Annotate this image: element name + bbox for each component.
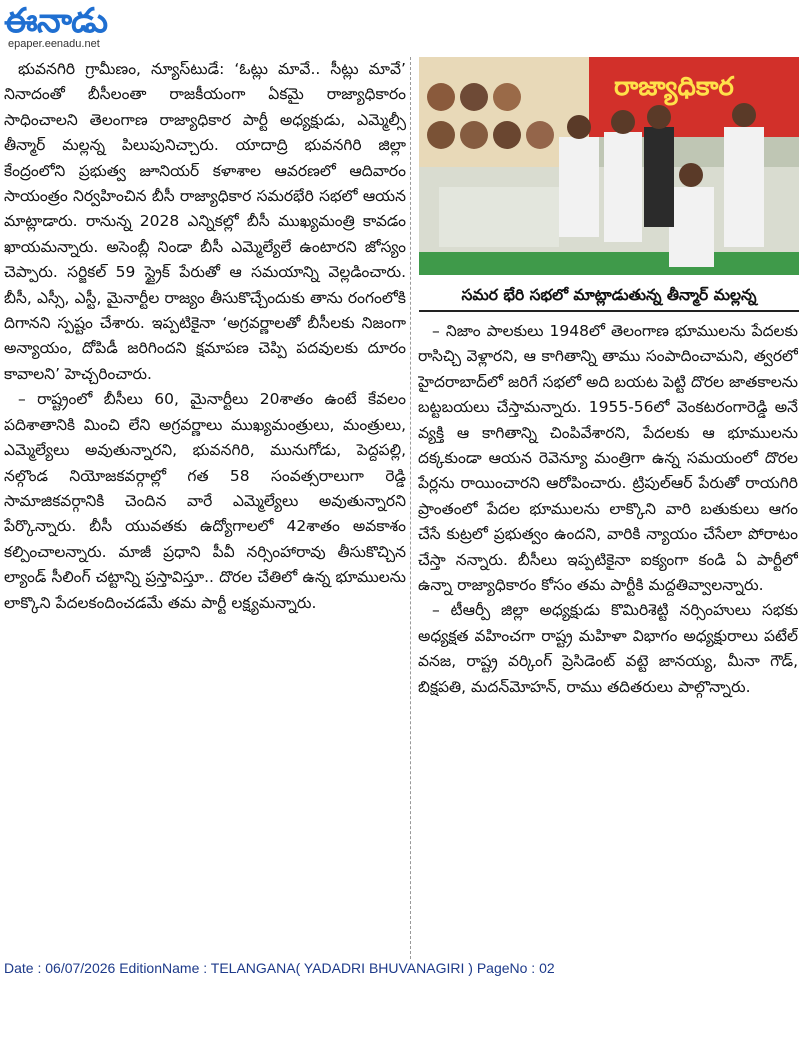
site-url: epaper.eenadu.net (8, 38, 100, 50)
article-left-column (4, 57, 411, 959)
article-paragraph: – నిజాం పాలకులు 1948లో తెలంగాణ భూములను పేదలకు రాసిచ్చి వెళ్లారని, ఆ కాగితాన్ని తాము సంపాదించామని, త్వరలో హైదరాబాద్‌లో జరిగే సభలో అది బయట పెట్టి దొరల జాతకాలను బట్టబయలు చేస్తామన్నారు. 1955-56లో వెంకటరంగారెడ్డి అనే వ్యక్తి ఆ కాగితాన్ని చింపివేశారని, పేదలకు ఆ భూములను దక్కకుండా ఆయన రెవెన్యూ మంత్రిగా ఉన్న సమయంలో దొరల పేర్లను రాయించారని ఆరోపించారు. ట్రిపుల్‌ఆర్ పేరుతో రాయగిరి ప్రాంతంలో పేదల భూములను లాక్కొని వారి బతుకులు ఆగం చేసే కుట్రలో ప్రభుత్వం ఉందని, వారికి న్యాయం చేసేలా పోరాటం చేస్తా నన్నారు. బీసీలు ఇప్పటికైనా ఐక్యంగా కండి ఏ పార్టీలో ఉన్నా రాజ్యాధికారం కోసం తమ పార్టీకి మద్దతివ్వాలన్నారు. (418, 322, 798, 595)
article-right-column (418, 319, 798, 959)
article-paragraph: – టీఆర్పీ జిల్లా అధ్యక్షుడు కొమిరిశెట్టి నర్సింహులు సభకు అధ్యక్షత వహించగా రాష్ట్ర మహిళా విభాగం అధ్యక్షురాలు పటేల్ వనజ, రాష్ట్ర వర్కింగ్ ప్రెసిడెంట్ వట్టె జానయ్య, మీనా గౌడ్, బిక్షపతి, మదన్‌మోహన్, రాము తదితరులు పాల్గొన్నారు. (418, 601, 798, 696)
edition-footer: Date : 06/07/2026 EditionName : TELANGANA( YADADRI BHUVANAGIRI ) PageNo : 02 (4, 960, 555, 976)
article-paragraph: – రాష్ట్రంలో బీసీలు 60, మైనార్టీలు 20శాతం ఉంటే కేవలం పదిశాతానికి మించి లేని అగ్రవర్ణాలు ముఖ్యమంత్రులు, మంత్రులు, ఎమ్మెల్యేలు అవుతున్నారని, భువనగిరి, మునుగోడు, పెద్దపల్లి, నల్గొండ నియోజకవర్గాల్లో గత 58 సంవత్సరాలుగా రెడ్డి సామాజికవర్గానికి చెందిన వారే ఎమ్మెల్యేలు అవుతున్నారని పేర్కొన్నారు. బీసీ యువతకు ఉద్యోగాలలో 42శాతం అవకాశం కల్పించాలన్నారు. మాజీ ప్రధాని పీవీ నర్సింహారావు తీసుకొచ్చిన ల్యాండ్ సీలింగ్ చట్టాన్ని ప్రస్తావిస్తూ.. దొరల చేతిలో ఉన్న భూములను లాక్కొని పేదలకందించడమే తమ పార్టీ లక్ష్యమన్నారు. (4, 390, 406, 612)
banner-text: రాజ్యాధికార (614, 72, 734, 102)
eenadu-logo: ఈనాడు (4, 1, 108, 41)
photo-caption: సమర భేరి సభలో మాట్లాడుతున్న తీన్మార్ మల్లన్న (419, 280, 799, 312)
masthead (4, 2, 154, 52)
rally-photo (419, 57, 799, 275)
article-paragraph: భువనగిరి గ్రామీణం, న్యూస్‌టుడే: ‘ఓట్లు మావే.. సీట్లు మావే’ నినాదంతో బీసీలంతా రాజకీయంగా ఏకమై రాజ్యాధికారం సాధించాలని తెలంగాణ రాజ్యాధికార పార్టీ అధ్యక్షుడు, ఎమ్మెల్సీ తీన్మార్ మల్లన్న పిలుపునిచ్చారు. యాదాద్రి భువనగిరి జిల్లా కేంద్రంలోని ప్రభుత్వ జూనియర్ కళాశాల ఆవరణలో ఆదివారం సాయంత్రం నిర్వహించిన బీసీ రాజ్యాధికార సమరభేరి సభలో ఆయన మాట్లాడారు. రానున్న 2028 ఎన్నికల్లో బీసీ ముఖ్యమంత్రి కావడం ఖాయమన్నారు. అసెంబ్లీ నిండా బీసీ ఎమ్మెల్యేలే ఉంటారని జోస్యం చెప్పారు. సర్జికల్ 59 స్ట్రైక్ పేరుతో ఆ సమయాన్ని వెల్లడించారు. బీసీ, ఎస్సీ, ఎస్టీ, మైనార్టీల రాజ్యం తీసుకొచ్చేందుకు తాను రంగంలోకి దిగానని స్పష్టం చేశారు. ఇప్పటికైనా ‘అగ్రవర్ణాలతో బీసీలకు నిజంగా అన్యాయం, దోపిడీ జరిగిందని క్షమాపణ చెప్పి పదవులకు దూరం కావాలని’ హెచ్చరించారు. (4, 60, 406, 383)
